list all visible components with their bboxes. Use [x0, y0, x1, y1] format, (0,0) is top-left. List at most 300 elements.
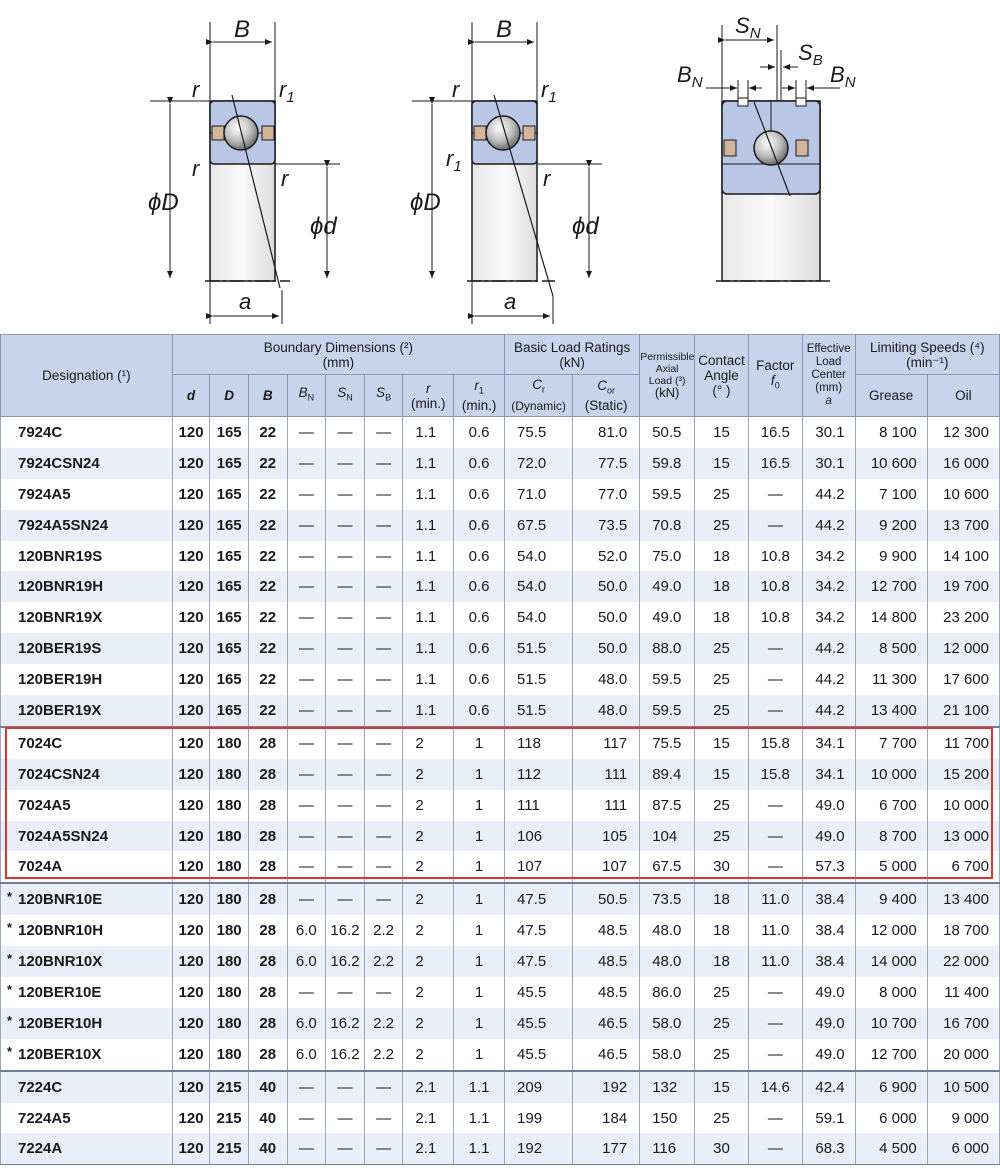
cell-r1: 1 — [454, 883, 505, 915]
header-r: r (min.) — [403, 375, 454, 417]
cell-cr: 45.5 — [505, 977, 573, 1008]
cell-d: 215 — [210, 1071, 249, 1103]
cell-sb: 2.2 — [364, 915, 403, 946]
designation-cell — [1, 1103, 173, 1134]
cell-factor: 10.8 — [748, 571, 802, 602]
cell-r1: 0.6 — [454, 510, 505, 541]
cell-center: 44.2 — [802, 633, 855, 664]
header-d: d — [172, 375, 210, 417]
cell-b: 22 — [248, 602, 287, 633]
cell-cr: 75.5 — [505, 417, 573, 448]
cell-center: 42.4 — [802, 1071, 855, 1103]
cell-b: 40 — [248, 1133, 287, 1164]
cell-factor: — — [748, 790, 802, 821]
cell-grease: 7 100 — [855, 479, 927, 510]
designation-cell — [1, 821, 173, 852]
label-r-top: r — [192, 77, 200, 102]
label-r1-top-2: $r_1$ — [541, 77, 557, 106]
cell-r1: 1 — [454, 759, 505, 790]
cell-bn: — — [287, 417, 326, 448]
cell-b: 40 — [248, 1103, 287, 1134]
cell-sb: 2.2 — [364, 1008, 403, 1039]
table-row — [1, 633, 1000, 664]
cell-center: 38.4 — [802, 915, 855, 946]
cell-sb: — — [364, 1071, 403, 1103]
designation-cell — [1, 448, 173, 479]
cell-cr: 47.5 — [505, 946, 573, 977]
cell-b: 28 — [248, 946, 287, 977]
cell-oil: 19 700 — [927, 571, 999, 602]
cell-r1: 0.6 — [454, 448, 505, 479]
cell-center: 34.1 — [802, 727, 855, 759]
cell-axial: 59.5 — [640, 479, 695, 510]
label-r-top-2: r — [452, 77, 460, 102]
cell-cr: 51.5 — [505, 633, 573, 664]
cell-r1: 1 — [454, 977, 505, 1008]
cell-axial: 48.0 — [640, 915, 695, 946]
cell-d: 180 — [210, 851, 249, 883]
cell-center: 49.0 — [802, 1039, 855, 1071]
cell-sn: 16.2 — [326, 1008, 365, 1039]
cell-angle: 15 — [695, 759, 749, 790]
cell-center: 44.2 — [802, 664, 855, 695]
cell-d: 165 — [210, 541, 249, 572]
cell-r: 2 — [403, 883, 454, 915]
cell-r: 2 — [403, 790, 454, 821]
cell-r: 1.1 — [403, 664, 454, 695]
cell-d: 215 — [210, 1133, 249, 1164]
cell-axial: 70.8 — [640, 510, 695, 541]
cell-center: 44.2 — [802, 695, 855, 727]
cell-grease: 9 400 — [855, 883, 927, 915]
designation-text: 7024A5 — [18, 796, 71, 814]
cell-oil: 18 700 — [927, 915, 999, 946]
bearing-drawing-3 — [677, 13, 856, 281]
cell-d: 120 — [172, 821, 210, 852]
cell-cr: 199 — [505, 1103, 573, 1134]
cell-bn: — — [287, 1071, 326, 1103]
table-row — [1, 883, 1000, 915]
cell-factor: 11.0 — [748, 946, 802, 977]
designation-text: 120BER10E — [18, 983, 102, 1001]
cell-cr: 118 — [505, 727, 573, 759]
designation-cell — [1, 510, 173, 541]
cell-d: 165 — [210, 602, 249, 633]
designation-cell — [1, 727, 173, 759]
cell-b: 28 — [248, 1008, 287, 1039]
header-SB: $S_B$ — [364, 375, 403, 417]
table-row — [1, 602, 1000, 633]
cell-d: 120 — [172, 1071, 210, 1103]
cell-angle: 25 — [695, 633, 749, 664]
cell-bn: — — [287, 790, 326, 821]
cell-sb: — — [364, 602, 403, 633]
cell-r1: 1.1 — [454, 1071, 505, 1103]
cell-axial: 132 — [640, 1071, 695, 1103]
cell-sn: 16.2 — [326, 915, 365, 946]
asterisk-note-icon: * — [7, 889, 13, 905]
designation-cell — [1, 695, 173, 727]
cell-cor: 48.5 — [573, 977, 640, 1008]
table-row — [1, 1071, 1000, 1103]
cell-factor: 10.8 — [748, 541, 802, 572]
cell-sn: — — [326, 479, 365, 510]
cell-axial: 49.0 — [640, 602, 695, 633]
cell-cr: 47.5 — [505, 883, 573, 915]
cell-r: 2.1 — [403, 1071, 454, 1103]
cell-center: 30.1 — [802, 417, 855, 448]
table-row — [1, 541, 1000, 572]
cell-cor: 46.5 — [573, 1039, 640, 1071]
cell-angle: 25 — [695, 1103, 749, 1134]
cell-center: 68.3 — [802, 1133, 855, 1164]
cell-center: 34.2 — [802, 602, 855, 633]
cell-bn: — — [287, 510, 326, 541]
designation-text: 7924A5 — [18, 485, 71, 503]
cell-r: 2 — [403, 727, 454, 759]
header-SN: $S_N$ — [326, 375, 365, 417]
cell-r1: 1 — [454, 821, 505, 852]
cell-axial: 50.5 — [640, 417, 695, 448]
cell-grease: 14 800 — [855, 602, 927, 633]
cell-r1: 0.6 — [454, 664, 505, 695]
designation-text: 7024C — [18, 734, 63, 752]
table-row — [1, 1103, 1000, 1134]
cell-cr: 72.0 — [505, 448, 573, 479]
cell-d: 120 — [172, 759, 210, 790]
cell-r: 2.1 — [403, 1103, 454, 1134]
cell-cr: 51.5 — [505, 664, 573, 695]
dim-label-B-2: B — [496, 16, 513, 43]
cell-bn: — — [287, 759, 326, 790]
cell-d: 120 — [172, 417, 210, 448]
cell-sn: — — [326, 541, 365, 572]
table-row — [1, 946, 1000, 977]
cell-b: 40 — [248, 1071, 287, 1103]
cell-angle: 25 — [695, 695, 749, 727]
cell-cr: 107 — [505, 851, 573, 883]
table-row — [1, 448, 1000, 479]
designation-cell — [1, 915, 173, 946]
dim-label-phid: ϕd — [310, 213, 337, 240]
cell-d: 120 — [172, 448, 210, 479]
cell-angle: 15 — [695, 448, 749, 479]
cell-b: 22 — [248, 479, 287, 510]
designation-text: 7224C — [18, 1078, 63, 1096]
designation-cell — [1, 1039, 173, 1071]
cell-cr: 192 — [505, 1133, 573, 1164]
designation-cell — [1, 759, 173, 790]
cell-sb: — — [364, 790, 403, 821]
cell-bn: 6.0 — [287, 946, 326, 977]
cell-angle: 25 — [695, 977, 749, 1008]
cell-bn: — — [287, 664, 326, 695]
cell-cor: 50.0 — [573, 571, 640, 602]
cell-oil: 23 200 — [927, 602, 999, 633]
cell-r1: 1.1 — [454, 1103, 505, 1134]
designation-text: 120BER10X — [18, 1045, 102, 1063]
cell-r1: 0.6 — [454, 695, 505, 727]
cell-factor: 15.8 — [748, 759, 802, 790]
cell-d: 120 — [172, 1039, 210, 1071]
label-r-right-2: r — [543, 166, 551, 191]
cell-b: 28 — [248, 821, 287, 852]
table-row — [1, 727, 1000, 759]
header-oil: Oil — [927, 375, 999, 417]
cell-angle: 18 — [695, 541, 749, 572]
cell-axial: 75.0 — [640, 541, 695, 572]
cell-grease: 11 300 — [855, 664, 927, 695]
cell-angle: 15 — [695, 417, 749, 448]
cell-factor: 11.0 — [748, 915, 802, 946]
cell-sn: — — [326, 759, 365, 790]
cell-r: 1.1 — [403, 479, 454, 510]
cell-b: 28 — [248, 790, 287, 821]
cell-cor: 48.5 — [573, 915, 640, 946]
cell-cor: 50.0 — [573, 602, 640, 633]
cell-center: 49.0 — [802, 1008, 855, 1039]
cell-bn: 6.0 — [287, 915, 326, 946]
cell-sn: 16.2 — [326, 1039, 365, 1071]
cell-oil: 10 000 — [927, 790, 999, 821]
cell-r: 1.1 — [403, 510, 454, 541]
designation-cell — [1, 883, 173, 915]
designation-cell — [1, 946, 173, 977]
asterisk-note-icon: * — [7, 920, 13, 936]
designation-text: 120BNR10H — [18, 922, 104, 940]
cell-cr: 209 — [505, 1071, 573, 1103]
cell-sb: — — [364, 727, 403, 759]
cell-grease: 9 200 — [855, 510, 927, 541]
designation-text: 120BNR19H — [18, 578, 104, 596]
cell-grease: 8 500 — [855, 633, 927, 664]
cell-d: 120 — [172, 633, 210, 664]
cell-center: 34.1 — [802, 759, 855, 790]
cell-d: 165 — [210, 633, 249, 664]
cell-axial: 59.5 — [640, 695, 695, 727]
cell-grease: 12 000 — [855, 915, 927, 946]
cell-oil: 13 000 — [927, 821, 999, 852]
cell-b: 22 — [248, 417, 287, 448]
cell-cr: 54.0 — [505, 602, 573, 633]
label-r1-top: $r_1$ — [279, 77, 295, 106]
cell-cor: 48.0 — [573, 664, 640, 695]
cell-bn: — — [287, 727, 326, 759]
cell-axial: 116 — [640, 1133, 695, 1164]
cell-d: 165 — [210, 479, 249, 510]
cell-bn: — — [287, 633, 326, 664]
header-effective-load-center: Effective Load Center (mm) a — [802, 335, 855, 417]
cell-d: 120 — [172, 510, 210, 541]
cell-bn: — — [287, 571, 326, 602]
cell-center: 59.1 — [802, 1103, 855, 1134]
table-row — [1, 977, 1000, 1008]
cell-oil: 9 000 — [927, 1103, 999, 1134]
cell-d: 120 — [172, 479, 210, 510]
cell-factor: — — [748, 1008, 802, 1039]
cell-sn: — — [326, 664, 365, 695]
cell-sn: — — [326, 571, 365, 602]
cell-bn: — — [287, 1133, 326, 1164]
cell-sn: — — [326, 1103, 365, 1134]
cell-d: 180 — [210, 883, 249, 915]
designation-text: 7224A — [18, 1140, 63, 1158]
cell-r1: 1 — [454, 790, 505, 821]
cell-cor: 111 — [573, 759, 640, 790]
header-limiting-speeds: Limiting Speeds (⁴) (min⁻¹) — [855, 335, 999, 375]
cell-axial: 89.4 — [640, 759, 695, 790]
cell-cr: 47.5 — [505, 915, 573, 946]
cell-r: 1.1 — [403, 695, 454, 727]
cell-b: 22 — [248, 695, 287, 727]
cell-factor: 10.8 — [748, 602, 802, 633]
cell-r1: 1 — [454, 915, 505, 946]
cell-angle: 25 — [695, 790, 749, 821]
cell-angle: 18 — [695, 883, 749, 915]
cell-cor: 117 — [573, 727, 640, 759]
cell-sn: — — [326, 695, 365, 727]
cell-sn: — — [326, 977, 365, 1008]
cell-d: 120 — [172, 1133, 210, 1164]
cell-r1: 1 — [454, 1008, 505, 1039]
cell-cor: 46.5 — [573, 1008, 640, 1039]
cell-sb: — — [364, 1103, 403, 1134]
table-row — [1, 1133, 1000, 1164]
cell-center: 38.4 — [802, 883, 855, 915]
cell-oil: 14 100 — [927, 541, 999, 572]
cell-r: 2 — [403, 977, 454, 1008]
header-designation: Designation (¹) — [1, 335, 173, 417]
cell-bn: — — [287, 977, 326, 1008]
cell-center: 44.2 — [802, 510, 855, 541]
cell-angle: 18 — [695, 915, 749, 946]
cell-angle: 15 — [695, 1071, 749, 1103]
cell-sb: — — [364, 633, 403, 664]
cell-sn: — — [326, 821, 365, 852]
designation-text: 120BER19S — [18, 640, 102, 658]
cell-b: 22 — [248, 633, 287, 664]
cell-oil: 22 000 — [927, 946, 999, 977]
cell-factor: 14.6 — [748, 1071, 802, 1103]
cell-cr: 45.5 — [505, 1008, 573, 1039]
cell-b: 28 — [248, 759, 287, 790]
cell-factor: — — [748, 851, 802, 883]
cell-center: 49.0 — [802, 977, 855, 1008]
cell-oil: 12 000 — [927, 633, 999, 664]
cell-grease: 12 700 — [855, 1039, 927, 1071]
cell-axial: 104 — [640, 821, 695, 852]
cell-d: 180 — [210, 821, 249, 852]
cell-r1: 1 — [454, 946, 505, 977]
cell-factor: — — [748, 1133, 802, 1164]
cell-d: 120 — [172, 1008, 210, 1039]
cell-b: 22 — [248, 664, 287, 695]
cell-r: 2 — [403, 946, 454, 977]
cell-oil: 21 100 — [927, 695, 999, 727]
cell-angle: 25 — [695, 821, 749, 852]
designation-text: 120BER19X — [18, 701, 102, 719]
cell-d: 120 — [172, 1103, 210, 1134]
cell-bn: 6.0 — [287, 1008, 326, 1039]
cell-center: 44.2 — [802, 479, 855, 510]
cell-cor: 77.0 — [573, 479, 640, 510]
designation-cell — [1, 541, 173, 572]
header-cr: $C_r$ (Dynamic) — [505, 375, 573, 417]
cell-sb: — — [364, 448, 403, 479]
cell-cor: 48.5 — [573, 946, 640, 977]
cell-sn: — — [326, 417, 365, 448]
cell-grease: 12 700 — [855, 571, 927, 602]
table-row — [1, 417, 1000, 448]
cell-b: 28 — [248, 883, 287, 915]
table-row — [1, 571, 1000, 602]
designation-cell — [1, 417, 173, 448]
cell-axial: 58.0 — [640, 1008, 695, 1039]
cell-sb: — — [364, 695, 403, 727]
cell-axial: 86.0 — [640, 977, 695, 1008]
cell-sb: — — [364, 1133, 403, 1164]
cell-sb: — — [364, 821, 403, 852]
dim-label-phid-2: ϕd — [572, 213, 599, 240]
cell-grease: 8 700 — [855, 821, 927, 852]
cell-cor: 111 — [573, 790, 640, 821]
cell-r: 2 — [403, 821, 454, 852]
cell-d: 180 — [210, 915, 249, 946]
cell-oil: 15 200 — [927, 759, 999, 790]
cell-d: 120 — [172, 664, 210, 695]
cell-grease: 4 500 — [855, 1133, 927, 1164]
cell-d: 180 — [210, 790, 249, 821]
cell-center: 30.1 — [802, 448, 855, 479]
designation-text: 120BNR19S — [18, 547, 103, 565]
label-r-right: r — [281, 166, 289, 191]
cell-r: 2 — [403, 1008, 454, 1039]
cell-factor: — — [748, 633, 802, 664]
cell-grease: 13 400 — [855, 695, 927, 727]
cell-sb: — — [364, 510, 403, 541]
header-BN: $B_N$ — [287, 375, 326, 417]
cell-factor: 16.5 — [748, 448, 802, 479]
cell-d: 120 — [172, 695, 210, 727]
cell-oil: 11 400 — [927, 977, 999, 1008]
asterisk-note-icon: * — [7, 982, 13, 998]
cell-axial: 87.5 — [640, 790, 695, 821]
cell-factor: 11.0 — [748, 883, 802, 915]
cell-grease: 10 000 — [855, 759, 927, 790]
cell-sn: — — [326, 851, 365, 883]
cell-d: 180 — [210, 759, 249, 790]
cell-sb: — — [364, 977, 403, 1008]
cell-d: 120 — [172, 602, 210, 633]
table-row — [1, 851, 1000, 883]
cell-cor: 81.0 — [573, 417, 640, 448]
designation-text: 120BNR19X — [18, 609, 103, 627]
cell-d: 165 — [210, 695, 249, 727]
cell-b: 28 — [248, 727, 287, 759]
designation-cell — [1, 479, 173, 510]
cell-sn: — — [326, 1133, 365, 1164]
cell-factor: — — [748, 479, 802, 510]
cell-bn: — — [287, 883, 326, 915]
table-row — [1, 664, 1000, 695]
cell-sb: — — [364, 541, 403, 572]
cell-r: 2 — [403, 1039, 454, 1071]
label-r1-left-2: $r_1$ — [446, 146, 462, 175]
cell-r: 1.1 — [403, 633, 454, 664]
designation-text: 7924CSN24 — [18, 454, 100, 472]
cell-bn: — — [287, 541, 326, 572]
asterisk-note-icon: * — [7, 1012, 13, 1028]
